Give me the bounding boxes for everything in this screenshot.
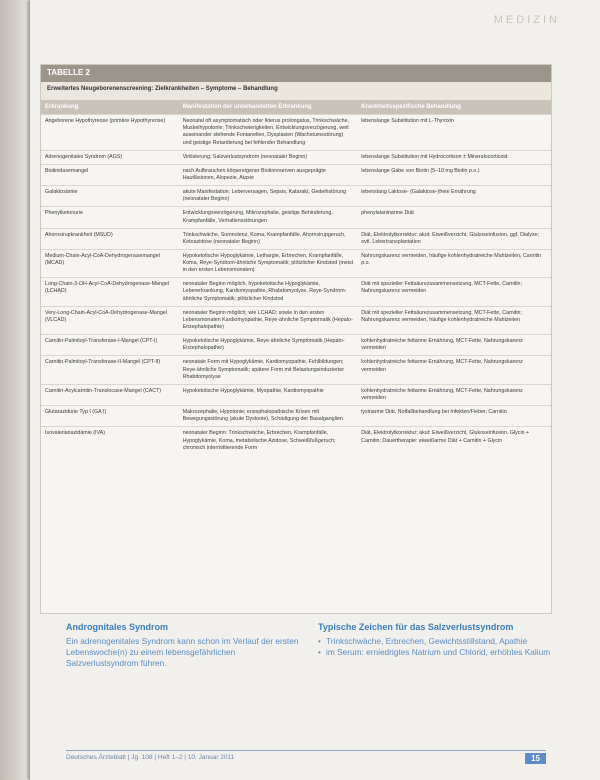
cell-treatment: kohlenhydratreiche fettarme Ernährung, MCT-Fette, Nahrungskarenz vermeiden <box>357 356 551 384</box>
page-edge <box>0 0 30 780</box>
cell-treatment: lebenslange Gabe von Biotin (5–10 mg Biotin p.o.) <box>357 164 551 185</box>
cell-disease: Carnitin-Acylcarnitin-Translocase-Mangel (CACT) <box>41 384 179 405</box>
cell-manifestation: Hypoketotische Hypoglykämie, Reye-ähnliche Symptomatik (Hepato-Enzephalopathie) <box>179 335 358 356</box>
cell-manifestation: Virilisierung; Salzverlustsyndrom (neonataler Beginn) <box>179 150 358 164</box>
footer-citation: Deutsches Ärzteblatt | Jg. 108 | Heft 1–2 | 10. Januar 2011 <box>66 754 235 761</box>
cell-manifestation: neonatale Form mit Hypoglykämie, Kardiomyopathie, Fehlbildungen; Reye-ähnliche Symptomatik; spätere Form mit Belastungsinduzierter Rhabdomyolyse <box>179 356 358 384</box>
cell-manifestation: akute Manifestation: Leberversagen, Sepsis, Katarakt, Gedeihstörung (neonataler Beginn) <box>179 186 358 207</box>
info-box-heading: Andrognitales Syndrom <box>66 622 169 632</box>
cell-treatment: lysinarme Diät, Notfallbehandlung bei Infekten/Fieber, Carnitin <box>357 406 551 427</box>
cell-treatment: kohlenhydratreiche fettarme Ernährung, MCT-Fette, Nahrungskarenz vermeiden <box>357 384 551 405</box>
cell-manifestation: nach Aufbrauchen körpereigener Biotinreserven ausgeprägte Hautläsionen, Alopezie, Ataxie <box>179 164 358 185</box>
table-row <box>41 278 551 306</box>
cell-disease: Long-Chain-3-OH-Acyl-CoA-Dehydrogenase-Mangel (LCHAD) <box>41 278 179 306</box>
bullet-item: • im Serum: erniedrigtes Natrium und Chlorid, erhöhtes Kalium <box>318 647 558 658</box>
cell-manifestation: Hypoketotische Hypoglykämie, Lethargie, Erbrechen, Krampfanfälle, Koma, Reye-Syndrom-ähnliche Symptomatik; plötzlicher Kindstod (meist in den ersten Lebensmonaten) <box>179 249 358 277</box>
info-box-heading: Typische Zeichen für das Salzverlustsyndrom <box>318 622 514 632</box>
bullet-item: • Trinkschwäche, Erbrechen, Gewichtsstillstand, Apathie <box>318 636 558 647</box>
info-box-ags <box>66 622 306 670</box>
cell-manifestation: neonataler Beginn möglich; wie LCHAD; sowie in den ersten Lebensmonaten Kardiomyopathie, Reye-ähnliche Symptomatik (Hepato-Enzephalopathie) <box>179 306 358 334</box>
cell-disease: Adrenogenitales Syndrom (AGS) <box>41 150 179 164</box>
cell-disease: Medium-Chain-Acyl-CoA-Dehydrogenasemangel (MCAD) <box>41 249 179 277</box>
table-row <box>41 164 551 185</box>
info-box-text: Ein adrenogenitales Syndrom kann schon im Verlauf der ersten Lebenswoche(n) zu einem lebensgefährlichen Salzverlustsyndrom führen. <box>66 636 299 669</box>
target-disease-table <box>41 100 551 455</box>
table-title: TABELLE 2 <box>41 65 551 82</box>
cell-disease: Very-Long-Chain-Acyl-CoA-Dehydrogenase-Mangel (VLCAD) <box>41 306 179 334</box>
table-header-row <box>41 100 551 115</box>
cell-treatment: Diät, Elektrolytkorrektur; akut: Eiweißverzicht, Glukoseinfusion, ggf. Dialyse; evtl. Lebertransplantation <box>357 228 551 249</box>
table-row <box>41 356 551 384</box>
cell-treatment: Diät, Elektrolytkorrektur; akut: Eiweißverzicht, Glukoseinfusion, Glycin + Carnitin; Dauertherapie: eiweißarme Diät + Carnitin + Glycin <box>357 427 551 455</box>
cell-disease: Carnitin-Palmitoyl-Transferase-II-Mangel (CPT-II) <box>41 356 179 384</box>
table-subtitle: Erweitertes Neugeborenenscreening: Zielkrankheiten – Symptome – Behandlung <box>41 82 551 100</box>
cell-manifestation: Trinkschwäche, Somnolenz, Koma, Krampfanfälle, Ahornsirupgeruch, Ketoazidose (neonataler Beginn) <box>179 228 358 249</box>
cell-treatment: Nahrungskarenz vermeiden, häufige kohlenhydratreiche Mahlzeiten, Carnitin p.o. <box>357 249 551 277</box>
cell-manifestation: Neonatal oft asymptomatisch oder Ikterus prolongatus, Trinkschwäche, Muskelhypotonie; Trinkschwierigkeiten, Entwicklungsverzögerung, weit auseinander stehende Fontanellen, Dysplasien (Wachstumsstörung) und geistige Retardierung bei fehlender Behandlung <box>179 115 358 151</box>
page-number: 15 <box>525 753 546 764</box>
cell-treatment: Diät mit spezieller Fettsäurezusammensetzung, MCT-Fette, Carnitin; Nahrungskarenz vermeiden <box>357 278 551 306</box>
info-box-salt-loss <box>318 622 558 658</box>
cell-disease: Galaktosämie <box>41 186 179 207</box>
table-row <box>41 427 551 455</box>
table-row <box>41 115 551 151</box>
cell-treatment: Diät mit spezieller Fettsäurezusammensetzung, MCT-Fette, Carnitin; Nahrungskarenz vermeiden, häufige kohlenhydratreiche Mahlzeiten <box>357 306 551 334</box>
table-row <box>41 186 551 207</box>
cell-treatment: lebenslange Substitution mit Hydrocortison ± Mineralocorticoid <box>357 150 551 164</box>
cell-treatment: kohlenhydratreiche fettarme Ernährung, MCT-Fette, Nahrungskarenz vermeiden <box>357 335 551 356</box>
table-row <box>41 228 551 249</box>
page-footer <box>66 750 546 766</box>
table-row <box>41 150 551 164</box>
header-treatment: Krankheitsspezifische Behandlung <box>357 100 551 115</box>
cell-disease: Glutarazidurie Typ I (GA I) <box>41 406 179 427</box>
cell-disease: Isovalerianazidämie (IVA) <box>41 427 179 455</box>
cell-manifestation: Entwicklungsverzögerung, Mikrozephalie, geistige Behinderung, Krampfanfälle, Verhaltensstörungen <box>179 207 358 228</box>
cell-disease: Angeborene Hypothyreose (primäre Hypothyreose) <box>41 115 179 151</box>
cell-manifestation: neonataler Beginn: Trinkschwäche, Erbrechen, Krampfanfälle, Hypoglykämie, Koma, metabolische Azidose, Schweißfußgeruch; chronisch intermittierende Form <box>179 427 358 455</box>
cell-manifestation: neonataler Beginn möglich, hypoketotische Hypoglykämie, Lebererkrankung, Kardiomyopathie, Rhabdomyolyse, Reye-Syndrom-ähnliche Symptomatik; plötzlicher Kindstod <box>179 278 358 306</box>
table-row <box>41 249 551 277</box>
cell-manifestation: Makrozephalie, Hypotonie; enzephalopathische Krisen mit Bewegungsstörung (akute Dystonie), Schädigung der Basalganglien <box>179 406 358 427</box>
cell-treatment: phenylalaninarme Diät <box>357 207 551 228</box>
table-row <box>41 406 551 427</box>
table-container <box>40 64 552 614</box>
section-tag: MEDIZIN <box>493 14 560 26</box>
header-manifestation: Manifestation der unbehandelten Erkrankung <box>179 100 358 115</box>
header-disease: Erkrankung <box>41 100 179 115</box>
table-row <box>41 207 551 228</box>
cell-manifestation: Hypoketotische Hypoglykämie, Myopathie, Kardiomyopathie <box>179 384 358 405</box>
table-row <box>41 335 551 356</box>
cell-disease: Carnitin-Palmitoyl-Transferase-I-Mangel (CPT-I) <box>41 335 179 356</box>
cell-disease: Ahornsirupkrankheit (MSUD) <box>41 228 179 249</box>
cell-disease: Phenylketonurie <box>41 207 179 228</box>
cell-treatment: lebenslang Laktose- (Galaktose-)freie Ernährung <box>357 186 551 207</box>
cell-disease: Biotinidasemangel <box>41 164 179 185</box>
table-row <box>41 384 551 405</box>
cell-treatment: lebenslange Substitution mit L-Thyroxin <box>357 115 551 151</box>
table-row <box>41 306 551 334</box>
